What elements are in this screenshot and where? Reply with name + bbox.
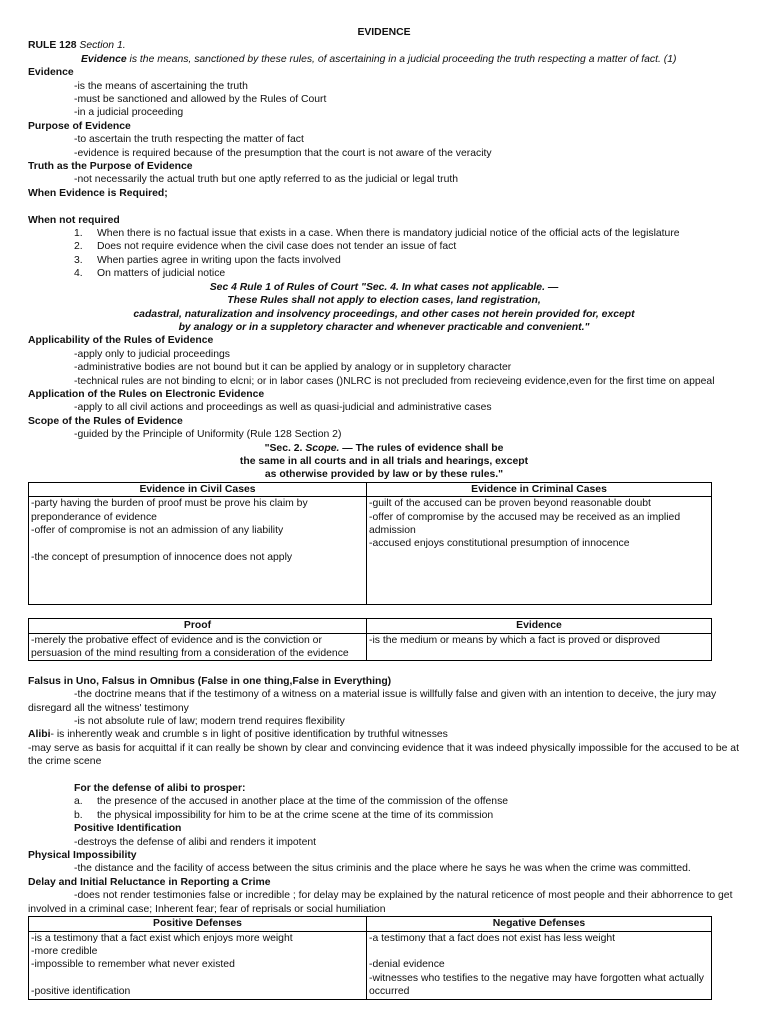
table-header: Positive Defenses — [29, 917, 367, 931]
list-item: 3. When parties agree in writing upon the facts involved — [74, 254, 341, 266]
sec4-quote-line: Sec 4 Rule 1 of Rules of Court "Sec. 4. In what cases not applicable. — — [209, 281, 559, 293]
table-header: Proof — [29, 619, 367, 633]
alibi-line: Alibi- is inherently weak and crumble s in light of positive identification by truthful witnesses — [28, 729, 448, 741]
falsus-text: -is not absolute rule of law; modern trend requires flexibility — [74, 716, 345, 728]
table-header: Evidence in Civil Cases — [29, 482, 367, 496]
table-header: Evidence — [367, 619, 712, 633]
criminal-cell: -guilt of the accused can be proven beyond reasonable doubt -offer of compromise by the accused may be received as an implied admission -accused enjoys constitutional presumption of innocence — [367, 497, 712, 605]
document-page — [28, 26, 740, 1000]
document-title: EVIDENCE — [357, 27, 411, 38]
civil-cell: -party having the burden of proof must be prove his claim by preponderance of evidence -offer of compromise is not an admission of any liability -the concept of presumption of innocence does not apply — [29, 497, 367, 605]
list-item: 4. On matters of judicial notice — [74, 268, 226, 280]
sec2-quote-line: as otherwise provided by law or by these rules." — [264, 469, 504, 481]
defenses-table — [28, 916, 712, 999]
list-item: 1. When there is no factual issue that exists in a case. When there is mandatory judicial notice of the official acts of the legislature — [74, 228, 680, 240]
truth-item: -not necessarily the actual truth but one aptly referred to as the judicial or legal truth — [74, 174, 459, 186]
falsus-text: -the doctrine means that if the testimony of a witness on a material issue is willfully false and given with an intention to deceive, the jury may disregard all the witness' testimony — [28, 689, 717, 714]
evidence-heading: Evidence — [28, 67, 74, 79]
sec2-quote-line: the same in all courts and in all trials and hearings, except — [239, 455, 529, 467]
positive-defenses-cell: -is a testimony that a fact exist which enjoys more weight -more credible -impossible to remember what never existed -positive identification — [29, 931, 367, 999]
proof-evidence-table — [28, 618, 712, 661]
sec2-quote-line: "Sec. 2. Scope. — The rules of evidence shall be — [264, 442, 504, 454]
table-header: Negative Defenses — [367, 917, 712, 931]
sec4-quote-line: cadastral, naturalization and insolvency proceedings, and other cases not herein provided for, except — [133, 308, 635, 320]
falsus-heading: Falsus in Uno, Falsus in Omnibus (False in one thing,False in Everything) — [28, 675, 392, 687]
evidence-item: -is the means of ascertaining the truth — [74, 80, 248, 92]
sec4-quote-line: by analogy or in a suppletory character and whenever practicable and convenient." — [178, 321, 590, 333]
rule-section: Section 1. — [79, 40, 126, 52]
when-not-required-heading: When not required — [28, 214, 120, 226]
list-item: b. the physical impossibility for him to be at the crime scene at the time of its commission — [74, 809, 494, 821]
purpose-heading: Purpose of Evidence — [28, 120, 131, 132]
physical-heading: Physical Impossibility — [28, 850, 137, 862]
evidence-cell: -is the medium or means by which a fact is proved or disproved — [367, 633, 712, 661]
alibi-prosper-heading: For the defense of alibi to prosper: — [74, 783, 246, 795]
physical-text: -the distance and the facility of access between the situs criminis and the place where he says he was when the crime was committed. — [74, 863, 691, 875]
applicability-item: -administrative bodies are not bound but it can be applied by analogy or in suppletory character — [74, 362, 512, 374]
delay-text: -does not render testimonies false or incredible ; for delay may be explained by the natural reticence of most people and their abhorrence to get involved in a criminal case; Inherent fear; fear of reprisals or social humiliation — [28, 890, 733, 915]
purpose-item: -to ascertain the truth respecting the matter of fact — [74, 134, 304, 146]
alibi-text: -may serve as basis for acquittal if it can really be shown by clear and convincing evidence that it was indeed physically impossible for the accused to be at the crime scene — [28, 742, 739, 768]
applicability-item: -technical rules are not binding to elcni; or in labor cases ()NLRC is not precluded from recieveing evidence,even for the first time on appeal — [74, 375, 715, 387]
spacer — [28, 200, 740, 213]
rule-label: RULE 128 — [28, 40, 77, 52]
sec4-quote-line: These Rules shall not apply to election cases, land registration, — [227, 295, 541, 307]
evidence-item: -in a judicial proceeding — [74, 107, 184, 119]
evidence-definition — [28, 53, 740, 66]
when-required-heading: When Evidence is Required; — [28, 187, 168, 199]
delay-heading: Delay and Initial Reluctance in Reporting a Crime — [28, 876, 271, 888]
positive-id-text: -destroys the defense of alibi and renders it impotent — [74, 836, 317, 848]
electronic-heading: Application of the Rules on Electronic Evidence — [28, 388, 265, 400]
alibi-prosper-list — [28, 795, 740, 822]
proof-cell: -merely the probative effect of evidence and is the conviction or persuasion of the mind resulting from a consideration of the evidence — [29, 633, 367, 661]
applicability-heading: Applicability of the Rules of Evidence — [28, 335, 214, 347]
when-not-required-list — [28, 227, 740, 281]
scope-heading: Scope of the Rules of Evidence — [28, 415, 183, 427]
list-item: 2. Does not require evidence when the civil case does not tender an issue of fact — [74, 241, 457, 253]
rule-heading — [28, 39, 740, 52]
electronic-item: -apply to all civil actions and proceedings as well as quasi-judicial and administrative cases — [74, 402, 492, 414]
truth-heading: Truth as the Purpose of Evidence — [28, 161, 193, 173]
scope-item: -guided by the Principle of Uniformity (Rule 128 Section 2) — [74, 429, 342, 441]
positive-id-heading: Positive Identification — [74, 823, 182, 835]
table-header: Evidence in Criminal Cases — [367, 482, 712, 496]
purpose-item: -evidence is required because of the presumption that the court is not aware of the veracity — [74, 147, 492, 159]
negative-defenses-cell: -a testimony that a fact does not exist has less weight -denial evidence -witnesses who testifies to the negative may have forgotten what actually occurred — [367, 931, 712, 999]
definition-term: Evidence — [81, 53, 127, 65]
applicability-item: -apply only to judicial proceedings — [74, 348, 230, 360]
list-item: a. the presence of the accused in another place at the time of the commission of the offense — [74, 796, 509, 808]
evidence-item: -must be sanctioned and allowed by the Rules of Court — [74, 94, 327, 106]
civil-criminal-table — [28, 482, 712, 605]
definition-text: is the means, sanctioned by these rules, of ascertaining in a judicial proceeding the truth respecting a matter of fact. (1) — [126, 53, 677, 65]
